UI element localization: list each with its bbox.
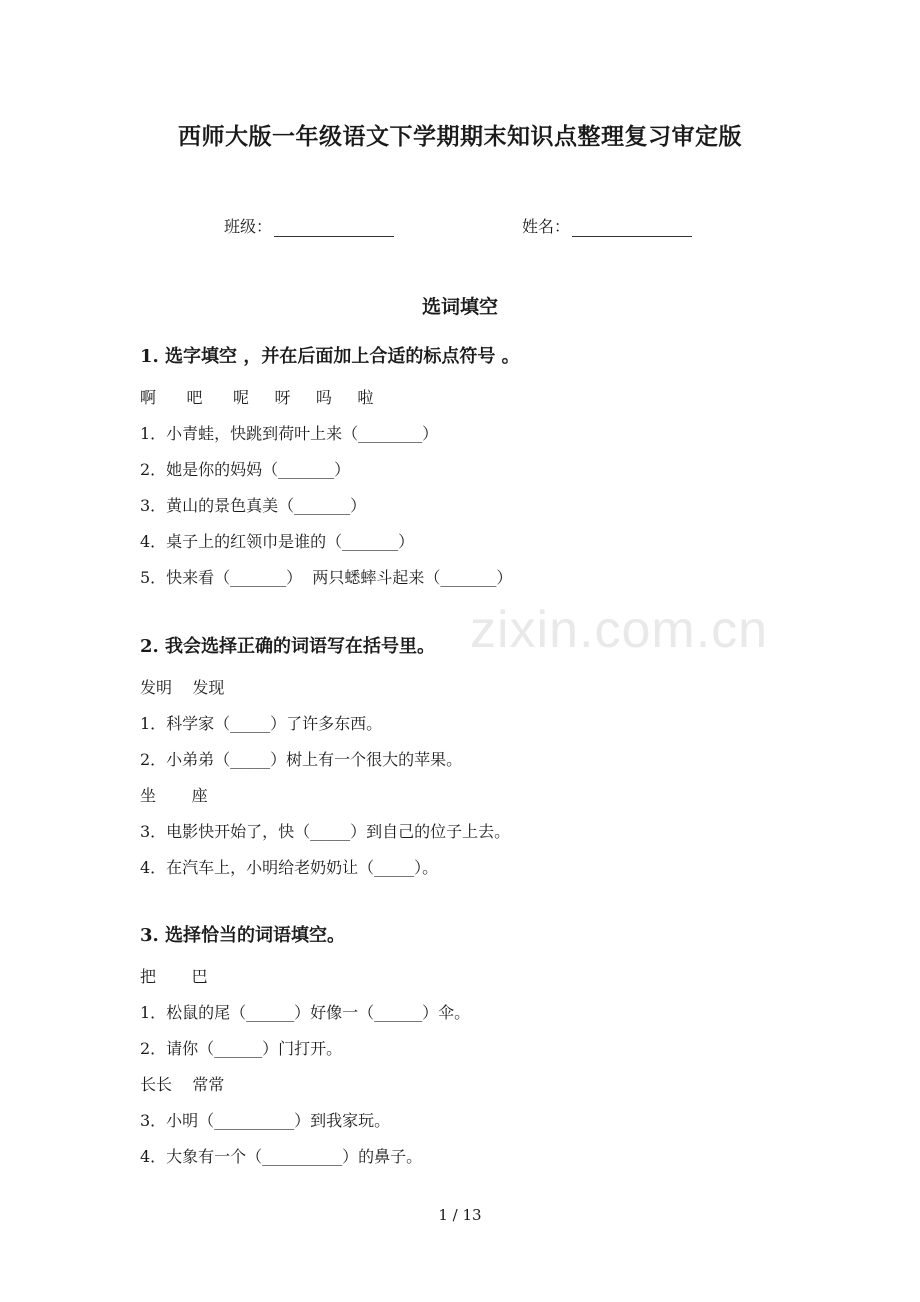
question-2-item: 3．电影快开始了，快（_____）到自己的位子上去。: [140, 822, 511, 841]
question-1-item: 5．快来看（_______） 两只蟋蟀斗起来（_______）: [140, 568, 513, 587]
name-field: [522, 214, 692, 237]
question-2-heading: 2. 我会选择正确的词语写在括号里。: [140, 636, 436, 657]
name-blank[interactable]: [572, 220, 692, 237]
page-number: 1 / 13: [438, 1206, 482, 1224]
question-2-item: 2．小弟弟（_____）树上有一个很大的苹果。: [140, 750, 463, 769]
watermark: zixin.com.cn: [470, 601, 769, 659]
question-3-options-b: 长长 常常: [140, 1075, 225, 1094]
question-3-item: 2．请你（______）门打开。: [140, 1039, 343, 1058]
question-1-item: 1．小青蛙，快跳到荷叶上来（________）: [140, 424, 439, 443]
question-1-item: 3．黄山的景色真美（_______）: [140, 496, 367, 515]
question-3-item: 3．小明（__________）到我家玩。: [140, 1111, 391, 1130]
question-1-heading: 1. 选字填空 ，并在后面加上合适的标点符号 。: [140, 346, 520, 367]
question-2-item: 4．在汽车上，小明给老奶奶让（_____）。: [140, 858, 439, 877]
question-1-item: 2．她是你的妈妈（_______）: [140, 460, 351, 479]
question-3-options-a: 把 巴: [140, 967, 208, 986]
question-2-options-a: 发明 发现: [140, 678, 225, 697]
name-label: 姓名：: [522, 217, 571, 236]
question-3-item: 4．大象有一个（__________）的鼻子。: [140, 1147, 423, 1166]
document-title: 西师大版一年级语文下学期期末知识点整理复习审定版: [178, 123, 742, 150]
question-2-options-b: 坐 座: [140, 786, 208, 805]
question-3-item: 1．松鼠的尾（______）好像一（______）伞。: [140, 1003, 471, 1022]
question-1-item: 4．桌子上的红领巾是谁的（_______）: [140, 532, 415, 551]
class-field: [224, 214, 394, 237]
class-label: 班级：: [224, 217, 273, 236]
question-3-heading: 3. 选择恰当的词语填空。: [140, 925, 346, 946]
question-2-item: 1．科学家（_____）了许多东西。: [140, 714, 383, 733]
class-blank[interactable]: [274, 220, 394, 237]
question-1-options: 啊 吧 呢 呀 吗 啦: [140, 388, 374, 407]
section-title: 选词填空: [421, 296, 498, 318]
